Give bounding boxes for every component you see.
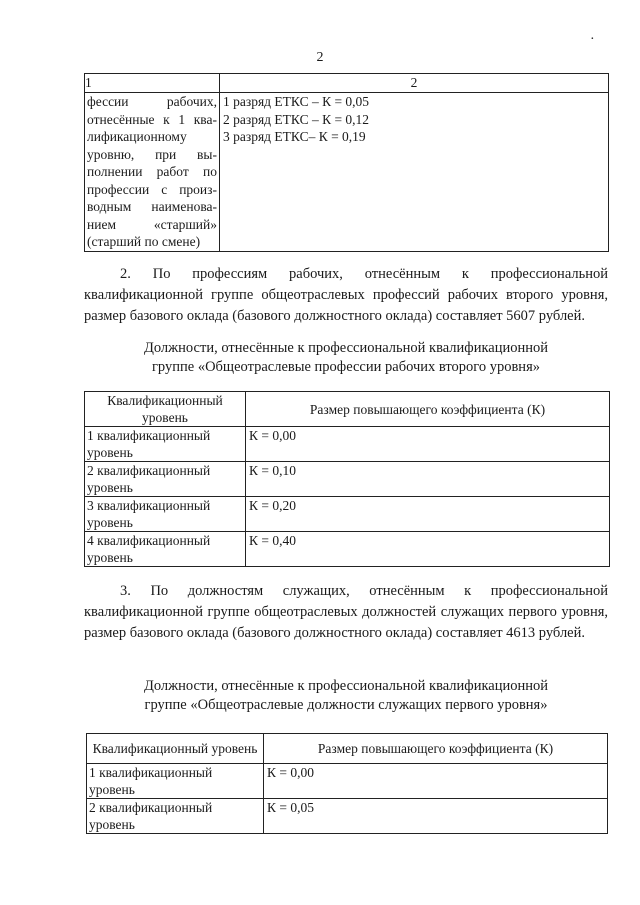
level-cell: 4 квалификационный уровень bbox=[85, 532, 246, 567]
employees-level1-table bbox=[86, 733, 608, 834]
cell-line: нием «старший» bbox=[87, 216, 217, 232]
table-row bbox=[85, 427, 610, 462]
coefficient-cell: К = 0,40 bbox=[246, 532, 610, 567]
caption-line: группе «Общеотраслевые должности служащих первого уровня» bbox=[144, 697, 548, 713]
column-header-1: 1 bbox=[85, 74, 220, 93]
cell-line: профессии с произ- bbox=[87, 181, 217, 197]
cell-line: 3 разряд ЕТКС– К = 0,19 bbox=[223, 129, 366, 144]
header-level: Квалификационный уровень bbox=[85, 392, 246, 427]
table-row bbox=[87, 799, 608, 834]
coefficient-cell: К = 0,00 bbox=[246, 427, 610, 462]
coefficient-cell: К = 0,10 bbox=[246, 462, 610, 497]
paragraph-text: По должностям служащих, отнесённым к профессиональной квалификационной группе общеотраслевых должностей служащих первого уровня, размер базового оклада (базового должностного оклада) составляет 4613 рублей. bbox=[84, 583, 608, 641]
table-row bbox=[85, 532, 610, 567]
cell-line: (старший по смене) bbox=[87, 234, 201, 249]
header-level: Квалификационный уровень bbox=[87, 734, 264, 764]
level-cell: 2 квалификационный уровень bbox=[85, 462, 246, 497]
cell-line: водным наименова- bbox=[87, 199, 217, 214]
paragraph-number: 2. bbox=[120, 266, 131, 282]
cell-line: полнении работ по bbox=[87, 164, 217, 179]
caption-line: группе «Общеотраслевые профессии рабочих второго уровня» bbox=[151, 359, 540, 375]
table-row bbox=[87, 764, 608, 799]
column-header-2: 2 bbox=[220, 74, 609, 93]
corner-mark: · bbox=[590, 32, 595, 47]
cell-line: отнесённые к 1 ква- bbox=[87, 111, 217, 127]
paragraph-3 bbox=[84, 581, 608, 644]
profession-cell bbox=[85, 93, 220, 252]
continuation-table bbox=[84, 73, 609, 252]
level-cell: 2 квалификационный уровень bbox=[87, 799, 264, 834]
table-row bbox=[85, 497, 610, 532]
workers-level2-table bbox=[84, 391, 610, 567]
table-header-row bbox=[87, 734, 608, 764]
header-coefficient: Размер повышающего коэффициента (К) bbox=[246, 392, 610, 427]
cell-line: 1 разряд ЕТКС – К = 0,05 bbox=[223, 94, 370, 109]
paragraph-number: 3. bbox=[120, 583, 131, 599]
level-cell: 1 квалификационный уровень bbox=[87, 764, 264, 799]
coefficient-cell: К = 0,20 bbox=[246, 497, 610, 532]
coefficient-cell: К = 0,00 bbox=[264, 764, 608, 799]
paragraph-2 bbox=[84, 264, 608, 327]
table-caption-1 bbox=[84, 339, 608, 377]
table-row bbox=[85, 93, 609, 252]
caption-line: Должности, отнесённые к профессиональной квалификационной bbox=[143, 340, 549, 356]
grade-coefficient-cell bbox=[220, 93, 609, 252]
table-caption-2 bbox=[84, 677, 608, 715]
paragraph-text: По профессиям рабочих, отнесённым к профессиональной квалификационной группе общеотраслевых профессий рабочих второго уровня, размер базового оклада (базового должностного оклада) составляет 5607 рублей. bbox=[84, 266, 608, 324]
cell-line: 2 разряд ЕТКС – К = 0,12 bbox=[223, 111, 370, 127]
table-row bbox=[85, 462, 610, 497]
cell-line: уровню, при вы- bbox=[87, 146, 217, 162]
cell-line: фессии рабочих, bbox=[87, 94, 217, 109]
cell-line: лификационному bbox=[87, 129, 187, 144]
coefficient-cell: К = 0,05 bbox=[264, 799, 608, 834]
header-coefficient: Размер повышающего коэффициента (К) bbox=[264, 734, 608, 764]
table-header-row bbox=[85, 392, 610, 427]
page-number: 2 bbox=[316, 50, 324, 65]
caption-line: Должности, отнесённые к профессиональной квалификационной bbox=[143, 678, 549, 694]
level-cell: 3 квалификационный уровень bbox=[85, 497, 246, 532]
table-header-row bbox=[85, 74, 609, 93]
level-cell: 1 квалификационный уровень bbox=[85, 427, 246, 462]
